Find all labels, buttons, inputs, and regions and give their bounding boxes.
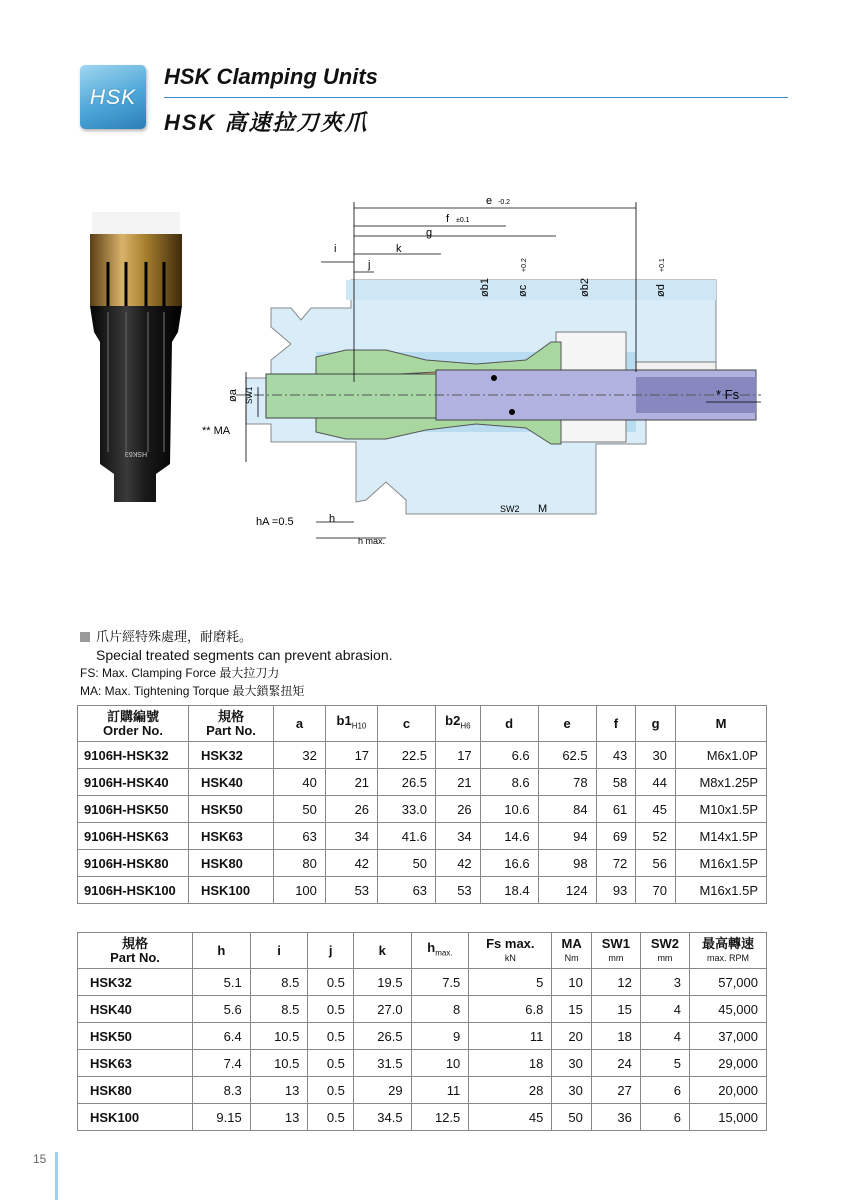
label-fs: * Fs xyxy=(716,387,740,402)
cell-hmax: 8 xyxy=(411,996,469,1023)
cell-sw1: 18 xyxy=(591,1023,640,1050)
cell-ma: 20 xyxy=(552,1023,591,1050)
cell-sw2: 4 xyxy=(640,996,689,1023)
dim-c: øc xyxy=(517,284,529,297)
col-g: g xyxy=(636,706,676,742)
table-row xyxy=(78,1050,767,1077)
cell-i: 13 xyxy=(250,1077,308,1104)
cell-part: HSK32 xyxy=(189,742,274,769)
cell-b1: 21 xyxy=(325,769,377,796)
cell-d: 10.6 xyxy=(480,796,538,823)
cell-b1: 26 xyxy=(325,796,377,823)
col-m: M xyxy=(676,706,767,742)
cell-order: 9106H-HSK50 xyxy=(78,796,189,823)
col-d: d xyxy=(480,706,538,742)
cell-f: 72 xyxy=(596,850,636,877)
cell-ma: 50 xyxy=(552,1104,591,1131)
cell-c: 22.5 xyxy=(378,742,436,769)
cell-g: 30 xyxy=(636,742,676,769)
cell-sw1: 27 xyxy=(591,1077,640,1104)
cell-order: 9106H-HSK63 xyxy=(78,823,189,850)
col-hmax: $h_{max.}$ xyxy=(411,933,469,969)
cell-c: 63 xyxy=(378,877,436,904)
cell-i: 10.5 xyxy=(250,1023,308,1050)
cell-g: 45 xyxy=(636,796,676,823)
cell-m: M16x1.5P xyxy=(676,877,767,904)
cell-c: 50 xyxy=(378,850,436,877)
cell-j: 0.5 xyxy=(308,1077,354,1104)
table-row xyxy=(78,769,767,796)
cell-order: 9106H-HSK32 xyxy=(78,742,189,769)
col-a: a xyxy=(274,706,326,742)
cell-sw1: 24 xyxy=(591,1050,640,1077)
cell-m: M16x1.5P xyxy=(676,850,767,877)
cell-i: 8.5 xyxy=(250,996,308,1023)
col-f: f xyxy=(596,706,636,742)
cell-m: M6x1.0P xyxy=(676,742,767,769)
cell-f: 58 xyxy=(596,769,636,796)
cell-k: 31.5 xyxy=(353,1050,411,1077)
dim-d-tol: +0.1 xyxy=(659,258,666,272)
label-sw2: SW2 xyxy=(500,504,520,514)
dim-sw1: SW1 xyxy=(245,386,254,404)
cell-sw1: 12 xyxy=(591,969,640,996)
cell-a: 50 xyxy=(274,796,326,823)
dimension-table-1 xyxy=(77,705,767,904)
cell-b1: 17 xyxy=(325,742,377,769)
cell-fs: 45 xyxy=(469,1104,552,1131)
table-row xyxy=(78,996,767,1023)
cell-b1: 42 xyxy=(325,850,377,877)
cell-f: 61 xyxy=(596,796,636,823)
dim-f: f xyxy=(446,213,450,225)
page-title-zh: HSK 高速拉刀夾爪 xyxy=(164,110,369,135)
col-b1: $b1_{H10}$ xyxy=(325,706,377,742)
cell-part: HSK32 xyxy=(78,969,193,996)
cell-f: 43 xyxy=(596,742,636,769)
logo-text: HSK xyxy=(89,86,137,109)
cell-c: 33.0 xyxy=(378,796,436,823)
table-row xyxy=(78,1077,767,1104)
cell-sw2: 3 xyxy=(640,969,689,996)
cell-rpm: 45,000 xyxy=(690,996,767,1023)
table-row xyxy=(78,969,767,996)
cell-k: 34.5 xyxy=(353,1104,411,1131)
dim-e-tol: -0.2 xyxy=(498,199,511,206)
table-row xyxy=(78,796,767,823)
col-c: c xyxy=(378,706,436,742)
cell-hmax: 9 xyxy=(411,1023,469,1050)
cell-h: 9.15 xyxy=(193,1104,251,1131)
col-rpm: 最高轉速 max. RPM xyxy=(690,933,767,969)
cell-rpm: 20,000 xyxy=(690,1077,767,1104)
cell-j: 0.5 xyxy=(308,1023,354,1050)
dim-f-tol: ±0.1 xyxy=(456,217,470,224)
cell-h: 5.1 xyxy=(193,969,251,996)
col-sw2: SW2 mm xyxy=(640,933,689,969)
cell-a: 32 xyxy=(274,742,326,769)
table-row xyxy=(78,877,767,904)
cell-order: 9106H-HSK80 xyxy=(78,850,189,877)
cell-g: 52 xyxy=(636,823,676,850)
cell-d: 14.6 xyxy=(480,823,538,850)
cell-part: HSK100 xyxy=(189,877,274,904)
cell-d: 8.6 xyxy=(480,769,538,796)
cell-a: 100 xyxy=(274,877,326,904)
cell-e: 124 xyxy=(538,877,596,904)
cell-b2: 21 xyxy=(436,769,481,796)
cell-b2: 53 xyxy=(436,877,481,904)
note-ma: MA: Max. Tightening Torque 最大鎖緊扭矩 xyxy=(80,684,305,698)
label-ma: ** MA xyxy=(202,425,231,437)
cell-g: 44 xyxy=(636,769,676,796)
note-en: Special treated segments can prevent abrasion. xyxy=(96,647,393,663)
bullet-icon xyxy=(80,632,90,642)
cell-part: HSK50 xyxy=(78,1023,193,1050)
dim-g: g xyxy=(426,227,433,239)
col-k: k xyxy=(353,933,411,969)
cell-fs: 6.8 xyxy=(469,996,552,1023)
dim-e: e xyxy=(486,195,493,207)
cell-h: 5.6 xyxy=(193,996,251,1023)
cell-sw2: 5 xyxy=(640,1050,689,1077)
cell-order: 9106H-HSK100 xyxy=(78,877,189,904)
photo-part-label: HSK63 xyxy=(124,450,148,457)
cell-hmax: 10 xyxy=(411,1050,469,1077)
cell-i: 8.5 xyxy=(250,969,308,996)
dim-b2: øb2 xyxy=(579,278,591,297)
table-row xyxy=(78,1023,767,1050)
dim-h: h xyxy=(329,513,336,525)
cell-b2: 42 xyxy=(436,850,481,877)
page-title-en: HSK Clamping Units xyxy=(164,64,378,89)
cell-e: 62.5 xyxy=(538,742,596,769)
cell-a: 80 xyxy=(274,850,326,877)
hsk-logo xyxy=(80,65,146,129)
cell-hmax: 11 xyxy=(411,1077,469,1104)
col-part: 規格 Part No. xyxy=(189,706,274,742)
dim-j: j xyxy=(368,259,371,271)
cell-ma: 30 xyxy=(552,1050,591,1077)
notes xyxy=(80,628,393,700)
cell-m: M14x1.5P xyxy=(676,823,767,850)
cell-part: HSK100 xyxy=(78,1104,193,1131)
cell-d: 16.6 xyxy=(480,850,538,877)
cell-part: HSK40 xyxy=(78,996,193,1023)
cell-m: M10x1.5P xyxy=(676,796,767,823)
cell-sw2: 4 xyxy=(640,1023,689,1050)
cell-part: HSK50 xyxy=(189,796,274,823)
table-row xyxy=(78,1104,767,1131)
label-m: M xyxy=(538,503,548,515)
cell-d: 18.4 xyxy=(480,877,538,904)
cell-e: 94 xyxy=(538,823,596,850)
cell-part: HSK80 xyxy=(189,850,274,877)
dim-ha: hA =0.5 xyxy=(256,516,294,528)
cell-f: 93 xyxy=(596,877,636,904)
cell-part: HSK63 xyxy=(189,823,274,850)
cell-part: HSK40 xyxy=(189,769,274,796)
cell-j: 0.5 xyxy=(308,1104,354,1131)
page-bar xyxy=(55,1152,58,1200)
cell-b2: 34 xyxy=(436,823,481,850)
cell-sw2: 6 xyxy=(640,1104,689,1131)
note-fs: FS: Max. Clamping Force 最大拉刀力 xyxy=(80,666,280,680)
cell-c: 26.5 xyxy=(378,769,436,796)
cell-ma: 15 xyxy=(552,996,591,1023)
cell-g: 56 xyxy=(636,850,676,877)
col-part: 規格 Part No. xyxy=(78,933,193,969)
cell-k: 26.5 xyxy=(353,1023,411,1050)
cell-h: 7.4 xyxy=(193,1050,251,1077)
cell-m: M8x1.25P xyxy=(676,769,767,796)
col-e: e xyxy=(538,706,596,742)
cell-a: 40 xyxy=(274,769,326,796)
cell-fs: 5 xyxy=(469,969,552,996)
cell-j: 0.5 xyxy=(308,1050,354,1077)
dim-hmax: h max. xyxy=(358,536,386,546)
table-row xyxy=(78,850,767,877)
cell-sw1: 15 xyxy=(591,996,640,1023)
col-j: j xyxy=(308,933,354,969)
table-header xyxy=(78,706,767,742)
cell-b1: 53 xyxy=(325,877,377,904)
cell-part: HSK80 xyxy=(78,1077,193,1104)
cell-e: 78 xyxy=(538,769,596,796)
dim-i: i xyxy=(334,243,337,255)
cell-b2: 26 xyxy=(436,796,481,823)
cell-h: 6.4 xyxy=(193,1023,251,1050)
cell-hmax: 7.5 xyxy=(411,969,469,996)
technical-drawing xyxy=(196,192,776,552)
cell-hmax: 12.5 xyxy=(411,1104,469,1131)
table-row xyxy=(78,823,767,850)
cell-rpm: 15,000 xyxy=(690,1104,767,1131)
cell-f: 69 xyxy=(596,823,636,850)
cell-k: 29 xyxy=(353,1077,411,1104)
note-zh: 爪片經特殊處理，耐磨耗。 xyxy=(96,629,253,644)
cell-c: 41.6 xyxy=(378,823,436,850)
dim-k: k xyxy=(396,243,402,255)
col-b2: $b2_{H6}$ xyxy=(436,706,481,742)
col-sw1: SW1 mm xyxy=(591,933,640,969)
dim-b1: øb1 xyxy=(479,278,491,297)
cell-i: 13 xyxy=(250,1104,308,1131)
cell-b1: 34 xyxy=(325,823,377,850)
cell-e: 84 xyxy=(538,796,596,823)
cell-b2: 17 xyxy=(436,742,481,769)
cell-k: 27.0 xyxy=(353,996,411,1023)
cell-fs: 18 xyxy=(469,1050,552,1077)
cell-sw1: 36 xyxy=(591,1104,640,1131)
cell-a: 63 xyxy=(274,823,326,850)
dim-d: ød xyxy=(655,284,667,297)
cell-order: 9106H-HSK40 xyxy=(78,769,189,796)
cell-j: 0.5 xyxy=(308,996,354,1023)
title-divider xyxy=(164,97,788,98)
cell-ma: 10 xyxy=(552,969,591,996)
cell-ma: 30 xyxy=(552,1077,591,1104)
col-i: i xyxy=(250,933,308,969)
col-h: h xyxy=(193,933,251,969)
col-fs: Fs max. kN xyxy=(469,933,552,969)
cell-g: 70 xyxy=(636,877,676,904)
cell-e: 98 xyxy=(538,850,596,877)
dim-a: øa xyxy=(227,389,239,402)
cell-fs: 28 xyxy=(469,1077,552,1104)
dim-c-tol: +0.2 xyxy=(521,258,528,272)
col-order: 訂購編號 Order No. xyxy=(78,706,189,742)
cell-i: 10.5 xyxy=(250,1050,308,1077)
product-photo xyxy=(86,212,186,502)
col-ma: MA Nm xyxy=(552,933,591,969)
cell-j: 0.5 xyxy=(308,969,354,996)
table-row xyxy=(78,742,767,769)
cell-rpm: 57,000 xyxy=(690,969,767,996)
cell-part: HSK63 xyxy=(78,1050,193,1077)
cell-rpm: 37,000 xyxy=(690,1023,767,1050)
dimension-table-2 xyxy=(77,932,767,1131)
cell-h: 8.3 xyxy=(193,1077,251,1104)
cell-sw2: 6 xyxy=(640,1077,689,1104)
cell-fs: 11 xyxy=(469,1023,552,1050)
cell-rpm: 29,000 xyxy=(690,1050,767,1077)
page-number: 15 xyxy=(33,1152,47,1166)
cell-d: 6.6 xyxy=(480,742,538,769)
cell-k: 19.5 xyxy=(353,969,411,996)
table-header xyxy=(78,933,767,969)
